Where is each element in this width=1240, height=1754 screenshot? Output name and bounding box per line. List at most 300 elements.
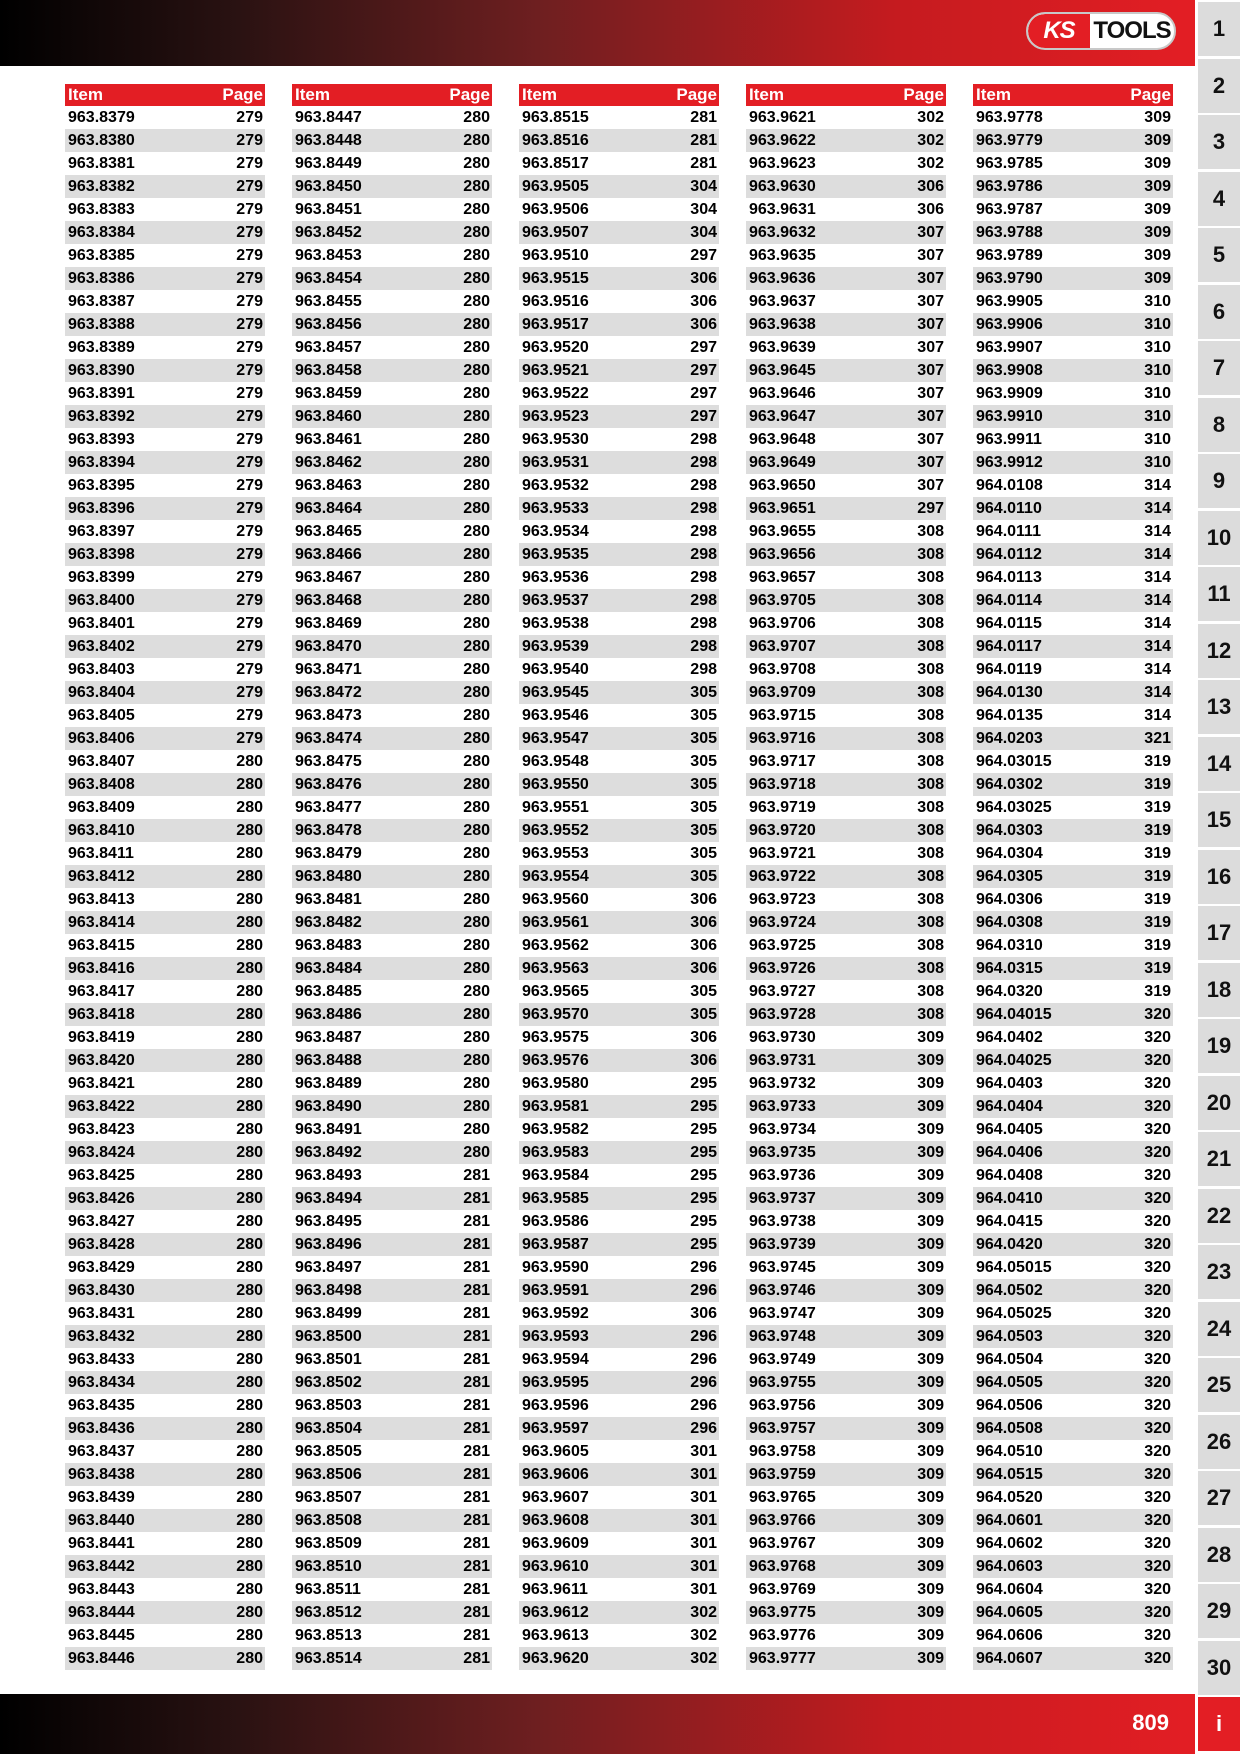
page-reference: 310	[1144, 430, 1171, 448]
tab-chapter-29[interactable]: 29	[1198, 1584, 1240, 1638]
table-row	[65, 359, 265, 382]
item-number: 964.0108	[976, 476, 1043, 494]
item-number: 963.9728	[749, 1005, 816, 1023]
item-number: 963.8502	[295, 1373, 362, 1391]
page-reference: 308	[917, 752, 944, 770]
page-reference: 305	[690, 706, 717, 724]
table-row	[65, 1463, 265, 1486]
item-number: 963.9560	[522, 890, 589, 908]
table-row	[519, 175, 719, 198]
page-reference: 280	[236, 821, 263, 839]
tab-chapter-30[interactable]: 30	[1198, 1641, 1240, 1695]
tab-chapter-11[interactable]: 11	[1198, 567, 1240, 621]
table-row	[519, 267, 719, 290]
page-reference: 306	[690, 936, 717, 954]
page-reference: 280	[236, 1373, 263, 1391]
item-number: 963.9613	[522, 1626, 589, 1644]
item-number: 964.0508	[976, 1419, 1043, 1437]
item-number: 964.0111	[976, 522, 1041, 540]
table-row	[973, 1026, 1173, 1049]
item-number: 964.0130	[976, 683, 1043, 701]
item-number: 963.9531	[522, 453, 589, 471]
table-row	[519, 1141, 719, 1164]
table-row	[65, 1394, 265, 1417]
page-reference: 280	[236, 1304, 263, 1322]
table-row	[746, 1256, 946, 1279]
item-number: 963.9716	[749, 729, 816, 747]
item-number: 964.0119	[976, 660, 1042, 678]
table-row	[519, 1325, 719, 1348]
item-number: 964.0605	[976, 1603, 1043, 1621]
table-row	[292, 1164, 492, 1187]
table-row	[519, 1348, 719, 1371]
table-row	[519, 635, 719, 658]
item-number: 964.0310	[976, 936, 1043, 954]
tab-chapter-19[interactable]: 19	[1198, 1019, 1240, 1073]
table-row	[292, 980, 492, 1003]
tab-chapter-10[interactable]: 10	[1198, 511, 1240, 565]
table-row	[746, 1440, 946, 1463]
page-reference: 281	[463, 1580, 490, 1598]
item-number: 963.9587	[522, 1235, 589, 1253]
page-reference: 309	[917, 1465, 944, 1483]
table-row	[292, 1095, 492, 1118]
table-row	[973, 1417, 1173, 1440]
page-reference: 281	[463, 1258, 490, 1276]
table-row	[746, 474, 946, 497]
page-reference: 319	[1144, 844, 1171, 862]
item-number: 963.9746	[749, 1281, 816, 1299]
tab-chapter-22[interactable]: 22	[1198, 1189, 1240, 1243]
item-number: 963.9657	[749, 568, 816, 586]
page-reference: 314	[1144, 476, 1171, 494]
table-row	[746, 658, 946, 681]
page-reference: 281	[463, 1327, 490, 1345]
table-row	[746, 727, 946, 750]
page-reference: 279	[236, 315, 263, 333]
page-reference: 320	[1144, 1166, 1171, 1184]
item-number: 963.9745	[749, 1258, 816, 1276]
page-reference: 320	[1144, 1281, 1171, 1299]
table-row	[973, 796, 1173, 819]
item-number: 963.8497	[295, 1258, 362, 1276]
page-reference: 280	[236, 913, 263, 931]
table-row	[746, 1555, 946, 1578]
page-reference: 280	[236, 1028, 263, 1046]
page-reference: 302	[917, 154, 944, 172]
page-reference: 280	[463, 568, 490, 586]
tab-chapter-21[interactable]: 21	[1198, 1132, 1240, 1186]
table-row	[519, 1371, 719, 1394]
item-number: 963.9648	[749, 430, 816, 448]
item-number: 964.0606	[976, 1626, 1043, 1644]
table-row	[65, 1141, 265, 1164]
item-number: 963.9535	[522, 545, 589, 563]
table-row	[65, 911, 265, 934]
tab-chapter-8[interactable]: 8	[1198, 398, 1240, 452]
page-reference: 309	[917, 1212, 944, 1230]
table-row	[973, 221, 1173, 244]
page-reference: 295	[690, 1212, 717, 1230]
table-row	[519, 750, 719, 773]
page-reference: 309	[917, 1120, 944, 1138]
page-reference: 281	[463, 1442, 490, 1460]
table-row	[973, 1440, 1173, 1463]
item-number: 963.8404	[68, 683, 135, 701]
page-reference: 298	[690, 568, 717, 586]
table-row	[65, 1118, 265, 1141]
item-number: 963.9611	[522, 1580, 588, 1598]
table-row	[519, 106, 719, 129]
tab-chapter-24[interactable]: 24	[1198, 1302, 1240, 1356]
item-number: 964.0306	[976, 890, 1043, 908]
table-header	[292, 84, 492, 106]
item-number: 963.9905	[976, 292, 1043, 310]
item-number: 964.0602	[976, 1534, 1043, 1552]
tab-chapter-1[interactable]: 1	[1198, 2, 1240, 56]
item-number: 963.8417	[68, 982, 135, 1000]
table-row	[973, 842, 1173, 865]
page-reference: 279	[236, 522, 263, 540]
item-number: 964.0115	[976, 614, 1042, 632]
page-reference: 320	[1144, 1258, 1171, 1276]
page-reference: 280	[463, 1143, 490, 1161]
tab-chapter-14[interactable]: 14	[1198, 737, 1240, 791]
item-number: 963.8433	[68, 1350, 135, 1368]
item-number: 963.9530	[522, 430, 589, 448]
table-row	[746, 612, 946, 635]
table-row	[973, 773, 1173, 796]
page-reference: 306	[690, 315, 717, 333]
tab-chapter-12[interactable]: 12	[1198, 624, 1240, 678]
item-number: 963.8449	[295, 154, 362, 172]
tab-chapter-13[interactable]: 13	[1198, 680, 1240, 734]
item-number: 963.9551	[522, 798, 589, 816]
table-row	[65, 1532, 265, 1555]
item-number: 963.9733	[749, 1097, 816, 1115]
page-reference: 280	[463, 545, 490, 563]
page-reference: 280	[463, 844, 490, 862]
item-number: 963.8495	[295, 1212, 362, 1230]
page-reference: 279	[236, 108, 263, 126]
table-row	[519, 1279, 719, 1302]
table-row	[292, 934, 492, 957]
page-reference: 279	[236, 269, 263, 287]
tab-chapter-6[interactable]: 6	[1198, 285, 1240, 339]
table-row	[746, 1486, 946, 1509]
table-row	[65, 267, 265, 290]
table-row	[65, 221, 265, 244]
table-row	[973, 1486, 1173, 1509]
table-row	[746, 1647, 946, 1670]
page-reference: 280	[463, 660, 490, 678]
table-row	[519, 221, 719, 244]
page-reference: 309	[917, 1580, 944, 1598]
item-number: 963.9723	[749, 890, 816, 908]
page-reference: 307	[917, 361, 944, 379]
table-row	[65, 1256, 265, 1279]
page-reference: 320	[1144, 1143, 1171, 1161]
table-row	[292, 129, 492, 152]
table-row	[973, 290, 1173, 313]
tab-chapter-23[interactable]: 23	[1198, 1245, 1240, 1299]
item-number: 964.0603	[976, 1557, 1043, 1575]
item-number: 963.9717	[749, 752, 816, 770]
page-reference: 320	[1144, 1603, 1171, 1621]
page-reference: 280	[463, 108, 490, 126]
page-reference: 280	[463, 959, 490, 977]
item-number: 963.8494	[295, 1189, 362, 1207]
item-number: 963.8514	[295, 1649, 362, 1667]
table-row	[519, 704, 719, 727]
page-reference: 279	[236, 614, 263, 632]
table-row	[519, 842, 719, 865]
page-reference: 301	[690, 1557, 717, 1575]
page-reference: 310	[1144, 453, 1171, 471]
tab-chapter-28[interactable]: 28	[1198, 1528, 1240, 1582]
page-reference: 280	[463, 499, 490, 517]
item-number: 963.9575	[522, 1028, 589, 1046]
page-reference: 280	[463, 890, 490, 908]
item-number: 963.8477	[295, 798, 362, 816]
table-row	[292, 1463, 492, 1486]
page-reference: 280	[463, 913, 490, 931]
page-reference: 302	[917, 131, 944, 149]
table-row	[65, 842, 265, 865]
page-reference: 301	[690, 1488, 717, 1506]
page-reference: 309	[917, 1442, 944, 1460]
page-reference: 306	[690, 1051, 717, 1069]
tab-chapter-4[interactable]: 4	[1198, 172, 1240, 226]
item-number: 963.8512	[295, 1603, 362, 1621]
table-row	[519, 244, 719, 267]
table-row	[746, 1072, 946, 1095]
item-number: 963.8402	[68, 637, 135, 655]
page-reference: 308	[917, 775, 944, 793]
tab-chapter-27[interactable]: 27	[1198, 1471, 1240, 1525]
item-number: 964.0503	[976, 1327, 1043, 1345]
item-number: 963.8388	[68, 315, 135, 333]
item-number: 963.9585	[522, 1189, 589, 1207]
header-item: Item	[749, 85, 784, 104]
item-number: 964.0408	[976, 1166, 1043, 1184]
page-reference: 281	[463, 1212, 490, 1230]
table-row	[65, 336, 265, 359]
item-number: 964.0506	[976, 1396, 1043, 1414]
page-reference: 281	[690, 154, 717, 172]
page-reference: 279	[236, 660, 263, 678]
tab-chapter-9[interactable]: 9	[1198, 454, 1240, 508]
item-number: 964.0410	[976, 1189, 1043, 1207]
item-number: 963.9510	[522, 246, 589, 264]
table-row	[519, 1118, 719, 1141]
page-reference: 280	[236, 867, 263, 885]
item-number: 963.8389	[68, 338, 135, 356]
page-reference: 295	[690, 1189, 717, 1207]
tab-chapter-16[interactable]: 16	[1198, 850, 1240, 904]
table-row	[973, 888, 1173, 911]
table-row	[746, 1371, 946, 1394]
table-row	[973, 1463, 1173, 1486]
item-number: 964.0415	[976, 1212, 1043, 1230]
item-number: 963.8407	[68, 752, 135, 770]
item-number: 963.9768	[749, 1557, 816, 1575]
table-row	[973, 1394, 1173, 1417]
page-reference: 308	[917, 706, 944, 724]
table-row	[746, 1026, 946, 1049]
item-number: 963.9636	[749, 269, 816, 287]
table-row	[519, 1187, 719, 1210]
page-reference: 280	[463, 154, 490, 172]
item-number: 963.9586	[522, 1212, 589, 1230]
table-row	[292, 842, 492, 865]
item-number: 963.9521	[522, 361, 589, 379]
table-row	[65, 750, 265, 773]
page-reference: 297	[690, 384, 717, 402]
item-number: 963.9630	[749, 177, 816, 195]
page-number: 809	[1132, 1710, 1169, 1735]
item-number: 963.8394	[68, 453, 135, 471]
page-reference: 305	[690, 775, 717, 793]
table-row	[65, 198, 265, 221]
item-number: 963.9638	[749, 315, 816, 333]
page-reference: 305	[690, 982, 717, 1000]
item-number: 963.9715	[749, 706, 816, 724]
item-number: 964.03015	[976, 752, 1052, 770]
page-reference: 306	[917, 177, 944, 195]
table-row	[65, 957, 265, 980]
item-number: 963.9747	[749, 1304, 816, 1322]
tab-chapter-3[interactable]: 3	[1198, 115, 1240, 169]
item-number: 964.0113	[976, 568, 1042, 586]
page-reference: 295	[690, 1235, 717, 1253]
page-reference: 320	[1144, 1419, 1171, 1437]
item-number: 964.03025	[976, 798, 1052, 816]
page-reference: 280	[463, 729, 490, 747]
tab-chapter-25[interactable]: 25	[1198, 1358, 1240, 1412]
item-number: 963.8476	[295, 775, 362, 793]
table-row	[746, 290, 946, 313]
item-number: 963.9609	[522, 1534, 589, 1552]
table-row	[746, 336, 946, 359]
item-number: 963.9724	[749, 913, 816, 931]
tab-chapter-26[interactable]: 26	[1198, 1415, 1240, 1469]
page-reference: 302	[690, 1603, 717, 1621]
table-row	[746, 520, 946, 543]
page-reference: 309	[917, 1051, 944, 1069]
item-number: 963.8473	[295, 706, 362, 724]
tab-info[interactable]: i	[1198, 1697, 1240, 1751]
tab-chapter-5[interactable]: 5	[1198, 228, 1240, 282]
tab-chapter-18[interactable]: 18	[1198, 963, 1240, 1017]
page-reference: 280	[463, 706, 490, 724]
table-row	[746, 1164, 946, 1187]
page-reference: 314	[1144, 591, 1171, 609]
index-table-1	[65, 84, 265, 1670]
table-row	[65, 1003, 265, 1026]
page-reference: 280	[236, 1074, 263, 1092]
page-reference: 314	[1144, 706, 1171, 724]
item-number: 963.8400	[68, 591, 135, 609]
index-table-5	[973, 84, 1173, 1670]
page-reference: 309	[917, 1488, 944, 1506]
item-number: 963.8386	[68, 269, 135, 287]
page-reference: 314	[1144, 545, 1171, 563]
page-reference: 308	[917, 844, 944, 862]
table-row	[519, 1302, 719, 1325]
item-number: 963.8507	[295, 1488, 362, 1506]
page-reference: 320	[1144, 1005, 1171, 1023]
item-number: 963.8508	[295, 1511, 362, 1529]
item-number: 963.9621	[749, 108, 816, 126]
item-number: 963.9722	[749, 867, 816, 885]
table-row	[519, 934, 719, 957]
table-row	[519, 405, 719, 428]
item-number: 963.8412	[68, 867, 135, 885]
item-number: 963.9597	[522, 1419, 589, 1437]
table-row	[973, 980, 1173, 1003]
page-reference: 320	[1144, 1350, 1171, 1368]
table-row	[746, 382, 946, 405]
page-reference: 298	[690, 453, 717, 471]
table-row	[973, 1256, 1173, 1279]
table-row	[65, 428, 265, 451]
tab-chapter-7[interactable]: 7	[1198, 341, 1240, 395]
item-number: 963.8488	[295, 1051, 362, 1069]
page-reference: 280	[236, 775, 263, 793]
table-row	[746, 635, 946, 658]
table-row	[973, 658, 1173, 681]
tab-chapter-15[interactable]: 15	[1198, 793, 1240, 847]
table-row	[973, 1509, 1173, 1532]
tab-chapter-20[interactable]: 20	[1198, 1076, 1240, 1130]
page-reference: 319	[1144, 936, 1171, 954]
table-row	[65, 1578, 265, 1601]
item-number: 963.8398	[68, 545, 135, 563]
page-reference: 309	[917, 1350, 944, 1368]
item-number: 963.8411	[68, 844, 134, 862]
tab-chapter-2[interactable]: 2	[1198, 59, 1240, 113]
page-reference: 308	[917, 568, 944, 586]
item-number: 963.9612	[522, 1603, 589, 1621]
table-row	[973, 1624, 1173, 1647]
item-number: 964.05015	[976, 1258, 1052, 1276]
item-number: 963.9730	[749, 1028, 816, 1046]
item-number: 963.9708	[749, 660, 816, 678]
table-row	[746, 704, 946, 727]
item-number: 964.0135	[976, 706, 1043, 724]
table-row	[65, 1187, 265, 1210]
item-number: 963.8462	[295, 453, 362, 471]
table-row	[973, 1325, 1173, 1348]
page-reference: 295	[690, 1166, 717, 1184]
table-row	[519, 290, 719, 313]
table-row	[65, 1049, 265, 1072]
item-number: 963.8505	[295, 1442, 362, 1460]
item-number: 963.8440	[68, 1511, 135, 1529]
table-row	[746, 1279, 946, 1302]
table-row	[292, 1440, 492, 1463]
table-row	[65, 520, 265, 543]
page-reference: 280	[236, 1120, 263, 1138]
table-row	[746, 1578, 946, 1601]
tab-chapter-17[interactable]: 17	[1198, 906, 1240, 960]
page-reference: 281	[463, 1350, 490, 1368]
table-row	[746, 428, 946, 451]
table-row	[292, 290, 492, 313]
page-reference: 280	[463, 407, 490, 425]
header-item: Item	[295, 85, 330, 104]
